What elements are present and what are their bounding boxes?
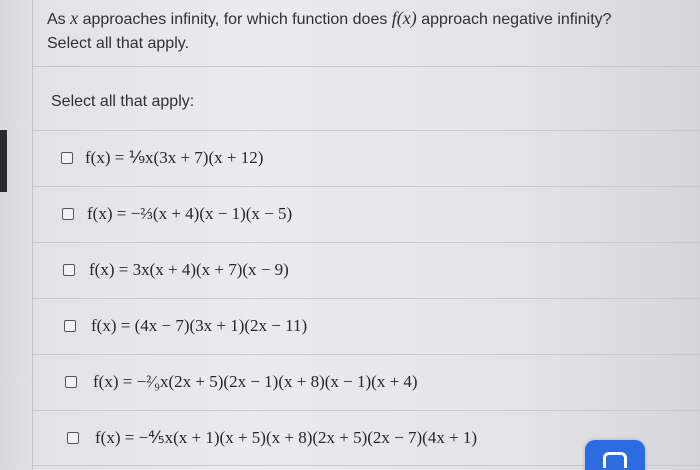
checkbox-option-1[interactable]	[61, 152, 73, 164]
checkbox-option-3[interactable]	[63, 264, 75, 276]
option-4-equation: f(x) = (4x − 7)(3x + 1)(2x − 11)	[91, 316, 308, 335]
chat-button[interactable]	[585, 440, 645, 470]
question-text-middle: approaches infinity, for which function does	[78, 11, 392, 28]
question-line-1	[47, 6, 612, 32]
chat-bubble-icon	[603, 452, 627, 468]
question-line-2: Select all that apply.	[47, 35, 190, 52]
option-5-equation: f(x) = −²⁄₉x(2x + 5)(2x − 1)(x + 8)(x − 1)(x + 4)	[93, 372, 418, 391]
question-text-suffix: approach negative infinity?	[416, 11, 612, 28]
answer-option-4[interactable]	[33, 298, 700, 354]
select-all-label: Select all that apply:	[51, 93, 195, 110]
answer-option-2[interactable]	[33, 186, 700, 242]
question-text-prefix: As	[47, 11, 71, 28]
answer-option-1[interactable]	[33, 130, 700, 186]
answer-options-list	[33, 130, 700, 466]
question-panel	[32, 0, 700, 470]
option-6-equation: f(x) = −⅘x(x + 1)(x + 5)(x + 8)(2x + 5)(2x − 7)(4x + 1)	[95, 428, 478, 447]
checkbox-option-4[interactable]	[64, 320, 76, 332]
option-1-equation: f(x) = ⅑x(3x + 7)(x + 12)	[85, 148, 264, 167]
option-3-equation: f(x) = 3x(x + 4)(x + 7)(x − 9)	[89, 260, 289, 279]
question-variable: x	[70, 8, 79, 28]
checkbox-option-5[interactable]	[65, 376, 77, 388]
checkbox-option-6[interactable]	[67, 432, 79, 444]
divider	[33, 66, 700, 67]
answer-option-3[interactable]	[33, 242, 700, 298]
question-function: f(x)	[391, 8, 417, 28]
left-edge-indicator	[0, 130, 7, 192]
checkbox-option-2[interactable]	[62, 208, 74, 220]
option-2-equation: f(x) = −⅔(x + 4)(x − 1)(x − 5)	[87, 204, 293, 223]
answer-option-5[interactable]	[33, 354, 700, 410]
question-prompt	[47, 6, 612, 56]
